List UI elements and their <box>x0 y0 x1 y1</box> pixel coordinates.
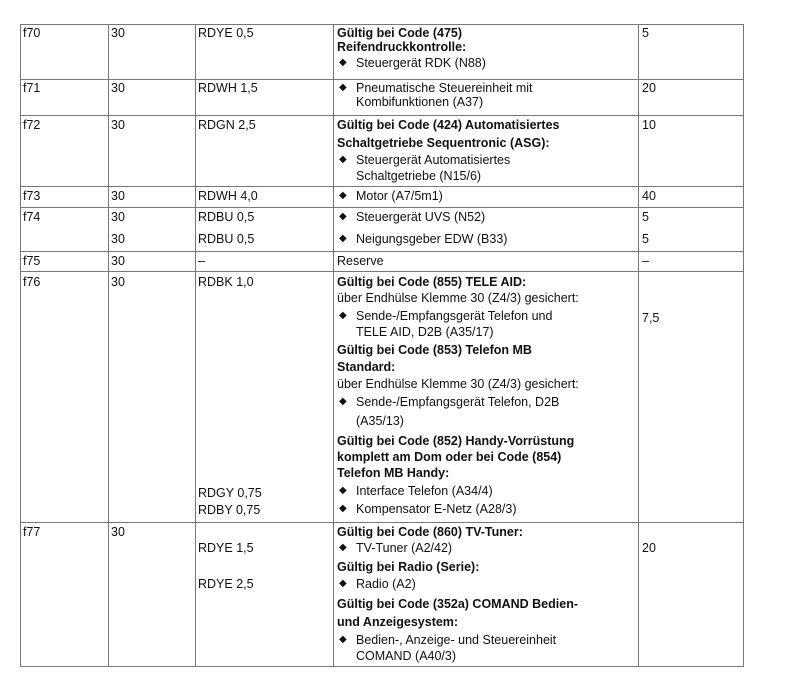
description-heading: Standard: <box>337 360 396 374</box>
description-line: Sende-/Empfangsgerät Telefon, D2B <box>356 395 560 409</box>
description-line: Interface Telefon (A34/4) <box>356 484 493 498</box>
terminal: 30 <box>111 275 125 289</box>
description-line: Sende-/Empfangsgerät Telefon und <box>356 309 553 323</box>
fuse-number: f76 <box>23 275 41 289</box>
diamond-bullet-icon: ◆ <box>339 57 347 68</box>
terminal: 30 <box>111 210 125 224</box>
amperage: 10 <box>642 118 656 132</box>
row-divider <box>20 271 743 272</box>
wire-color-size: RDYE 1,5 <box>198 541 254 555</box>
description-heading: Gültig bei Code (352a) COMAND Bedien- <box>337 597 578 611</box>
fuse-number: f75 <box>23 254 41 268</box>
column-divider <box>638 24 639 667</box>
row-divider <box>20 115 743 116</box>
diamond-bullet-icon: ◆ <box>339 190 347 201</box>
diamond-bullet-icon: ◆ <box>339 310 347 321</box>
description-heading: Gültig bei Code (475) <box>337 26 463 40</box>
diamond-bullet-icon: ◆ <box>339 396 347 407</box>
amperage: – <box>642 254 649 268</box>
description-line: COMAND (A40/3) <box>356 649 457 663</box>
column-divider <box>20 24 21 667</box>
row-divider <box>20 522 743 523</box>
wire-color-size: RDGY 0,75 <box>198 486 262 500</box>
description-heading: Gültig bei Code (853) Telefon MB <box>337 343 532 357</box>
description-heading: Gültig bei Code (424) Automatisiertes <box>337 118 560 132</box>
fuse-number: f77 <box>23 525 41 539</box>
description-line: Reserve <box>337 254 384 268</box>
wire-color-size: RDBK 1,0 <box>198 275 254 289</box>
amperage: 20 <box>642 81 656 95</box>
fuse-number: f72 <box>23 118 41 132</box>
wire-color-size: RDBY 0,75 <box>198 503 261 517</box>
description-line: TV-Tuner (A2/42) <box>356 541 453 555</box>
amperage: 20 <box>642 541 656 555</box>
wire-color-size: RDYE 0,5 <box>198 26 254 40</box>
terminal: 30 <box>111 118 125 132</box>
description-line: Steuergerät RDK (N88) <box>356 56 486 70</box>
description-heading: Telefon MB Handy: <box>337 466 450 480</box>
terminal: 30 <box>111 189 125 203</box>
description-heading: Gültig bei Code (860) TV-Tuner: <box>337 525 523 539</box>
terminal: 30 <box>111 81 125 95</box>
amperage: 5 <box>642 232 649 246</box>
description-heading: Gültig bei Code (855) TELE AID: <box>337 275 527 289</box>
diamond-bullet-icon: ◆ <box>339 634 347 645</box>
column-divider <box>333 24 334 667</box>
row-divider <box>20 24 743 25</box>
wire-color-size: RDWH 1,5 <box>198 81 258 95</box>
fuse-number: f71 <box>23 81 41 95</box>
column-divider <box>743 24 744 667</box>
diamond-bullet-icon: ◆ <box>339 485 347 496</box>
description-heading: Gültig bei Radio (Serie): <box>337 560 480 574</box>
diamond-bullet-icon: ◆ <box>339 82 347 93</box>
column-divider <box>195 24 196 667</box>
description-line: über Endhülse Klemme 30 (Z4/3) gesichert: <box>337 377 579 391</box>
row-divider <box>20 207 743 208</box>
fuse-number: f74 <box>23 210 41 224</box>
description-line: Motor (A7/5m1) <box>356 189 443 203</box>
description-heading: komplett am Dom oder bei Code (854) <box>337 450 562 464</box>
description-line: Steuergerät UVS (N52) <box>356 210 486 224</box>
description-line: Schaltgetriebe (N15/6) <box>356 169 482 183</box>
terminal: 30 <box>111 26 125 40</box>
amperage: 5 <box>642 26 649 40</box>
diamond-bullet-icon: ◆ <box>339 503 347 514</box>
amperage: 5 <box>642 210 649 224</box>
fuse-number: f70 <box>23 26 41 40</box>
wire-color-size: RDBU 0,5 <box>198 232 255 246</box>
description-line: Kombifunktionen (A37) <box>356 95 484 109</box>
row-divider <box>20 666 743 667</box>
description-line: Bedien-, Anzeige- und Steuereinheit <box>356 633 557 647</box>
wire-color-size: RDYE 2,5 <box>198 577 254 591</box>
amperage: 7,5 <box>642 311 660 325</box>
wire-color-size: – <box>198 254 205 268</box>
description-line: TELE AID, D2B (A35/17) <box>356 325 494 339</box>
diamond-bullet-icon: ◆ <box>339 211 347 222</box>
terminal: 30 <box>111 525 125 539</box>
wire-color-size: RDWH 4,0 <box>198 189 258 203</box>
amperage: 40 <box>642 189 656 203</box>
diamond-bullet-icon: ◆ <box>339 542 347 553</box>
description-heading: Reifendruckkontrolle: <box>337 40 467 54</box>
description-line: über Endhülse Klemme 30 (Z4/3) gesichert: <box>337 291 579 305</box>
fuse-number: f73 <box>23 189 41 203</box>
row-divider <box>20 79 743 80</box>
diamond-bullet-icon: ◆ <box>339 233 347 244</box>
description-line: Steuergerät Automatisiertes <box>356 153 511 167</box>
description-line: Pneumatische Steuereinheit mit <box>356 81 533 95</box>
wire-color-size: RDGN 2,5 <box>198 118 256 132</box>
diamond-bullet-icon: ◆ <box>339 154 347 165</box>
description-line: Neigungsgeber EDW (B33) <box>356 232 508 246</box>
description-heading: und Anzeigesystem: <box>337 615 459 629</box>
row-divider <box>20 251 743 252</box>
description-heading: Schaltgetriebe Sequentronic (ASG): <box>337 136 550 150</box>
description-line: (A35/13) <box>356 414 404 428</box>
diamond-bullet-icon: ◆ <box>339 578 347 589</box>
terminal: 30 <box>111 254 125 268</box>
description-line: Kompensator E-Netz (A28/3) <box>356 502 517 516</box>
wire-color-size: RDBU 0,5 <box>198 210 255 224</box>
terminal: 30 <box>111 232 125 246</box>
description-heading: Gültig bei Code (852) Handy-Vorrüstung <box>337 434 575 448</box>
description-line: Radio (A2) <box>356 577 416 591</box>
row-divider <box>20 186 743 187</box>
column-divider <box>108 24 109 667</box>
